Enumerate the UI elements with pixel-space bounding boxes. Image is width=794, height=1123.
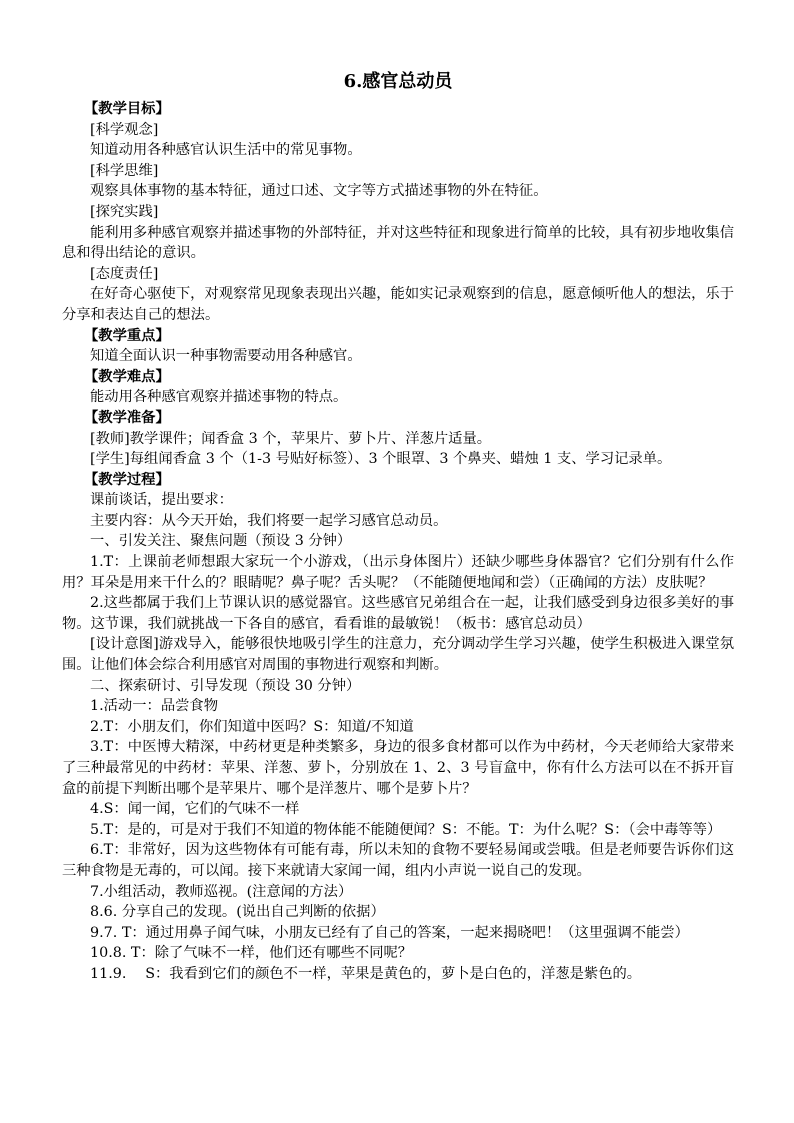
paragraph: 主要内容：从今天开始，我们将要一起学习感官总动员。 xyxy=(90,512,448,529)
paragraph: 一、引发关注、聚焦问题（预设 3 分钟） xyxy=(90,533,352,550)
paragraph: 9.7. T：通过用鼻子闻气味，小朋友已经有了自己的答案，一起来揭晓吧！（这里强调不能尝） xyxy=(90,924,689,941)
paragraph: [设计意图]游戏导入，能够很快地吸引学生的注意力，充分调动学生学习兴趣，使学生积极进入课堂氛围。让他们体会综合利用感官对周围的事物进行观察和判断。 xyxy=(62,636,734,674)
paragraph: 知道动用各种感官认识生活中的常见事物。 xyxy=(90,142,362,159)
paragraph: 课前谈话，提出要求： xyxy=(90,492,233,509)
paragraph: 8.6. 分享自己的发现。(说出自己判断的依据） xyxy=(90,904,385,921)
paragraph: 1.活动一：品尝食物 xyxy=(90,698,219,715)
document-body xyxy=(62,99,734,985)
paragraph: 11.9. S：我看到它们的颜色不一样，苹果是黄色的，萝卜是白色的，洋葱是紫色的。 xyxy=(90,965,642,982)
paragraph: 2.T：小朋友们，你们知道中医吗？S：知道/不知道 xyxy=(90,718,414,735)
paragraph: [科学观念] xyxy=(90,121,159,138)
paragraph: 能利用多种感官观察并描述事物的外部特征，并对这些特征和现象进行简单的比较，具有初步地收集信息和得出结论的意识。 xyxy=(62,224,734,262)
paragraph: 1.T：上课前老师想跟大家玩一个小游戏，（出示身体图片）还缺少哪些身体器官？它们分别有什么作用？耳朵是用来干什么的？眼睛呢？鼻子呢？舌头呢？（不能随便地闻和尝）（正确闻的方法）皮肤呢？ xyxy=(62,554,734,591)
section-heading: 【教学准备】 xyxy=(84,409,170,426)
paragraph: 知道全面认识一种事物需要动用各种感官。 xyxy=(90,348,362,365)
paragraph: [教师]教学课件；闻香盒 3 个，苹果片、萝卜片、洋葱片适量。 xyxy=(90,430,492,447)
paragraph: 10.8. T：除了气味不一样，他们还有哪些不同呢？ xyxy=(90,945,413,962)
paragraph: 能动用各种感官观察并描述事物的特点。 xyxy=(90,389,348,406)
paragraph: 二、探索研讨、引导发现（预设 30 分钟） xyxy=(90,677,361,694)
paragraph: [学生]每组闻香盒 3 个（1-3 号贴好标签）、3 个眼罩、3 个鼻夹、蜡烛 1 支、学习记录单。 xyxy=(90,451,672,468)
paragraph: [科学思维] xyxy=(90,162,159,179)
paragraph: 6.T：非常好，因为这些物体有可能有毒，所以未知的食物不要轻易闻或尝哦。但是老师要告诉你们这三种食物是无毒的，可以闻。接下来就请大家闻一闻，组内小声说一说自己的发现。 xyxy=(62,842,734,879)
section-heading: 【教学目标】 xyxy=(84,101,170,117)
paragraph: 7.小组活动，教师巡视。(注意闻的方法） xyxy=(90,883,353,900)
paragraph: 3.T：中医博大精深，中药材更是种类繁多，身边的很多食材都可以作为中药材，今天老师给大家带来了三种最常见的中药材：苹果、洋葱、萝卜，分别放在 1、2、3 号盲盒中，你有什么方法可以在不拆开盲盒的前提下判断出哪个是苹果片、哪个是洋葱片、哪个是萝卜片？ xyxy=(62,739,734,797)
paragraph: 5.T：是的，可是对于我们不知道的物体能不能随便闻？S：不能。T：为什么呢？S：（会中毒等等） xyxy=(90,821,722,838)
section-heading: 【教学难点】 xyxy=(84,368,170,385)
paragraph: 4.S：闻一闻，它们的气味不一样 xyxy=(90,801,300,818)
document-title: 6.感官总动员 xyxy=(343,71,453,92)
document-page xyxy=(62,70,734,985)
section-heading: 【教学重点】 xyxy=(84,327,170,344)
paragraph: 观察具体事物的基本特征，通过口述、文字等方式描述事物的外在特征。 xyxy=(90,183,548,200)
section-heading: 【教学过程】 xyxy=(84,471,170,488)
paragraph: 2.这些都属于我们上节课认识的感觉器官。这些感官兄弟组合在一起，让我们感受到身边很多美好的事物。这节课，我们就挑战一下各自的感官，看看谁的最敏锐！（板书：感官总动员） xyxy=(62,595,734,632)
paragraph: 在好奇心驱使下，对观察常见现象表现出兴趣，能如实记录观察到的信息，愿意倾听他人的想法，乐于分享和表达自己的想法。 xyxy=(62,286,734,323)
paragraph: [态度责任] xyxy=(90,265,159,282)
paragraph: [探究实践] xyxy=(90,203,159,220)
